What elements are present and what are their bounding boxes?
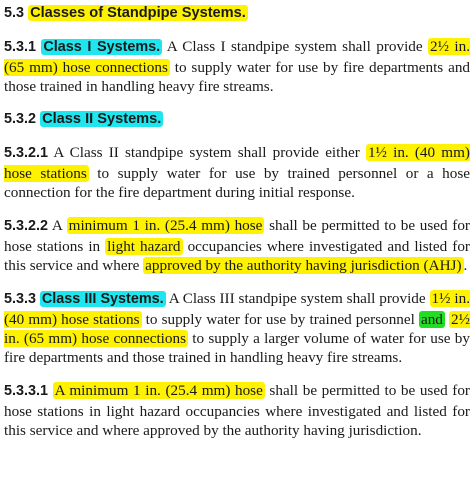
- section-number: 5.3.3: [4, 291, 37, 308]
- section-number: 5.3: [4, 5, 25, 21]
- highlighted-text: 1½ in. (40 mm) hose stations: [4, 290, 470, 328]
- highlighted-text: approved by the authority having jurisdiction (AHJ): [145, 256, 462, 274]
- section-title: Class III Systems.: [41, 291, 164, 308]
- body-text: to supply water for use by trained personnel or a hose connection for the fire department during initial response.: [4, 164, 470, 202]
- highlighted-text: and: [420, 310, 443, 328]
- section-number: 5.3.3.1: [4, 383, 49, 400]
- highlighted-text: 1½ in. (40 mm) hose stations: [4, 144, 470, 182]
- section-number: 5.3.1: [4, 39, 37, 56]
- body-text: shall be permitted to be used for hose stations in: [4, 217, 470, 255]
- body-text: occupancies where investigated and listed for this service and where: [4, 237, 470, 274]
- body-text: to supply water for use by trained personnel: [141, 310, 419, 328]
- body-text: A: [48, 217, 67, 235]
- section-number: 5.3.2.1: [4, 145, 49, 162]
- section-5-3-2-1: [4, 143, 470, 202]
- body-text: .: [463, 256, 468, 274]
- section-title: Classes of Standpipe Systems.: [30, 5, 246, 21]
- body-text: A Class I standpipe system shall provide: [162, 38, 429, 56]
- body-text: A Class II standpipe system shall provide either: [48, 144, 366, 162]
- body-text: shall be permitted to be used for hose stations in light hazard occupancies where investigated and listed for this service and where approved by the authority having jurisdiction.: [4, 382, 470, 440]
- section-title: Class II Systems.: [42, 111, 162, 128]
- body-text: [48, 382, 53, 399]
- body-text: to supply a larger volume of water for use by fire departments and those trained in handling heavy fire streams.: [4, 329, 470, 367]
- highlighted-text: minimum 1 in. (25.4 mm) hose: [68, 217, 263, 235]
- highlighted-text: A minimum 1 in. (25.4 mm) hose: [54, 382, 263, 400]
- highlighted-text: light hazard: [107, 237, 181, 255]
- section-5-3-3-1: [4, 381, 470, 440]
- section-5-3-2-2: [4, 216, 470, 275]
- body-text: to supply water for use by fire departments and those trained in handling heavy fire streams.: [4, 58, 471, 95]
- document-page: [4, 4, 470, 454]
- section-number: 5.3.2: [4, 111, 37, 128]
- section-5-3-3: [4, 289, 470, 367]
- section-title: Class I Systems.: [43, 39, 161, 56]
- section-5-3-1: [4, 37, 470, 96]
- highlighted-text: 2½ in. (65 mm) hose connections: [4, 38, 470, 76]
- section-5-3-2-heading: [4, 110, 470, 129]
- body-text: A Class III standpipe system shall provide: [165, 290, 430, 308]
- highlighted-text: 2½ in. (65 mm) hose connections: [4, 310, 471, 347]
- section-5-3-heading: [4, 4, 470, 23]
- section-number: 5.3.2.2: [4, 218, 49, 235]
